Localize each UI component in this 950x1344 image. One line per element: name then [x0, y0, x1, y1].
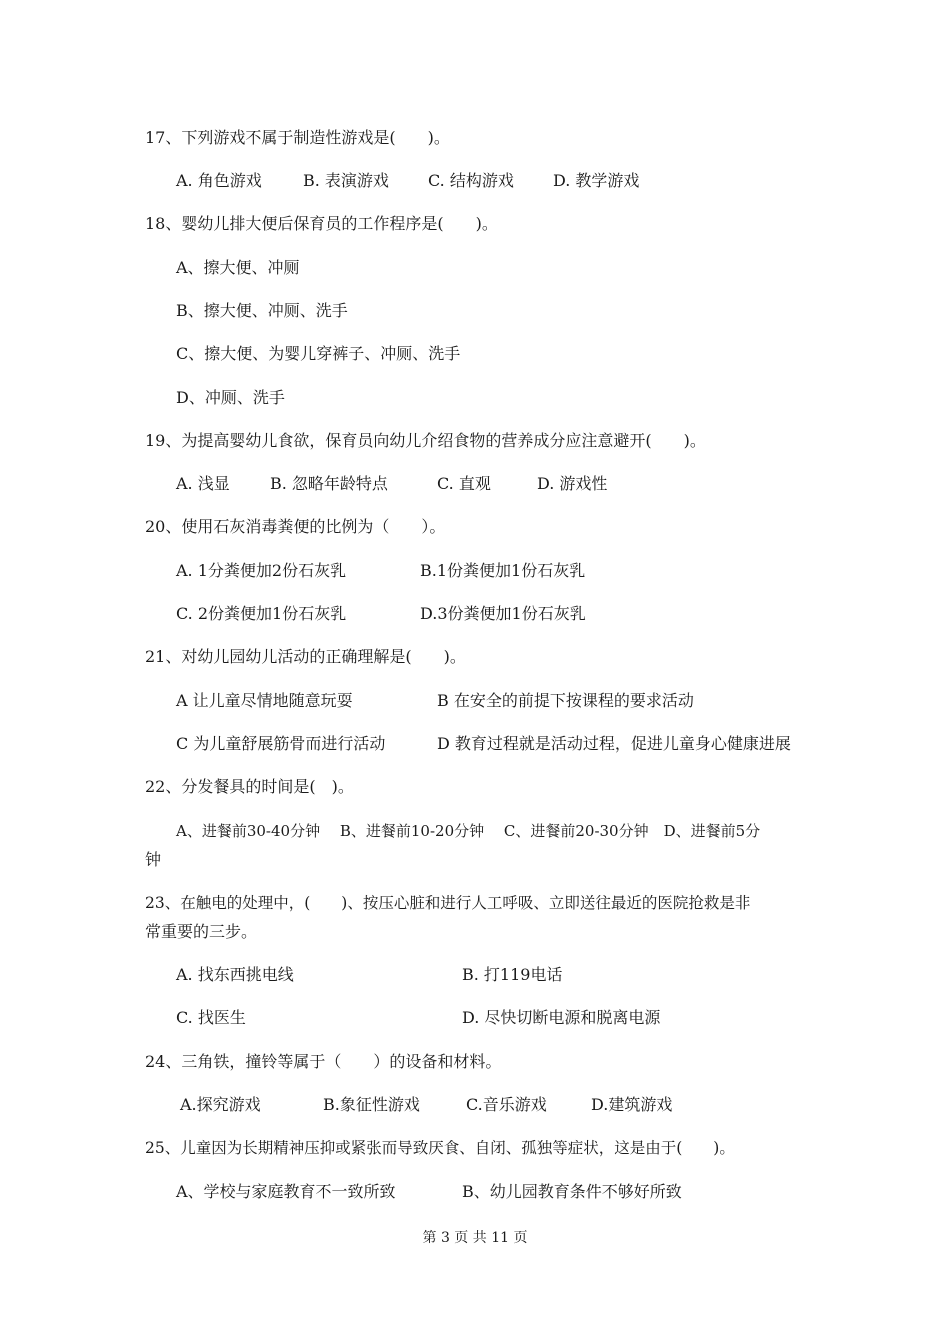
q22-options-continued: 钟 — [145, 850, 162, 869]
q18-option-b: B、擦大便、冲厕、洗手 — [176, 301, 348, 320]
question-17-stem: 17、下列游戏不属于制造性游戏是( )。 — [145, 128, 450, 147]
q19-option-b: B. 忽略年龄特点 — [270, 474, 388, 493]
q23-option-a: A. 找东西挑电线 — [176, 965, 294, 984]
question-25-stem: 25、儿童因为长期精神压抑或紧张而导致厌食、自闭、孤独等症状，这是由于( )。 — [145, 1139, 735, 1157]
q17-option-a: A. 角色游戏 — [176, 171, 262, 190]
question-23-stem-continued: 常重要的三步。 — [145, 922, 258, 941]
q24-option-b: B.象征性游戏 — [323, 1095, 420, 1114]
question-21-stem: 21、对幼儿园幼儿活动的正确理解是( )。 — [145, 647, 466, 666]
q17-option-d: D. 教学游戏 — [553, 171, 640, 190]
q23-option-d: D. 尽快切断电源和脱离电源 — [462, 1008, 661, 1027]
q23-option-c: C. 找医生 — [176, 1008, 246, 1027]
q22-options: A、进餐前30-40分钟 B、进餐前10-20分钟 C、进餐前20-30分钟 D、进餐前5分 — [176, 822, 761, 840]
q18-option-c: C、擦大便、为婴儿穿裤子、冲厕、洗手 — [176, 344, 461, 363]
q20-option-d: D.3份粪便加1份石灰乳 — [420, 604, 586, 623]
q18-option-d: D、冲厕、洗手 — [176, 388, 285, 407]
q21-option-a: A 让儿童尽情地随意玩耍 — [176, 691, 353, 710]
q24-option-a: A.探究游戏 — [180, 1095, 261, 1114]
q23-option-b: B. 打119电话 — [462, 965, 563, 984]
q19-option-a: A. 浅显 — [176, 474, 230, 493]
question-24-stem: 24、三角铁，撞铃等属于（ ）的设备和材料。 — [145, 1052, 502, 1071]
question-23-stem: 23、在触电的处理中，( )、按压心脏和进行人工呼吸、立即送往最近的医院抢救是非 — [145, 894, 751, 912]
question-19-stem: 19、为提高婴幼儿食欲，保育员向幼儿介绍食物的营养成分应注意避开( )。 — [145, 431, 706, 450]
question-18-stem: 18、婴幼儿排大便后保育员的工作程序是( )。 — [145, 214, 498, 233]
q19-option-d: D. 游戏性 — [537, 474, 608, 493]
q21-option-d: D 教育过程就是活动过程，促进儿童身心健康进展 — [437, 734, 791, 753]
q18-option-a: A、擦大便、冲厕 — [176, 258, 300, 277]
q20-option-c: C. 2份粪便加1份石灰乳 — [176, 604, 347, 623]
q25-option-b: B、幼儿园教育条件不够好所致 — [462, 1182, 682, 1201]
q19-option-c: C. 直观 — [437, 474, 491, 493]
question-22-stem: 22、分发餐具的时间是( )。 — [145, 777, 354, 796]
q21-option-c: C 为儿童舒展筋骨而进行活动 — [176, 734, 386, 753]
q17-option-c: C. 结构游戏 — [428, 171, 514, 190]
q17-option-b: B. 表演游戏 — [303, 171, 389, 190]
q20-option-b: B.1份粪便加1份石灰乳 — [420, 561, 586, 580]
q21-option-b: B 在安全的前提下按课程的要求活动 — [437, 691, 694, 710]
question-20-stem: 20、使用石灰消毒粪便的比例为（ ）。 — [145, 517, 446, 536]
q24-option-d: D.建筑游戏 — [591, 1095, 673, 1114]
page-number-footer: 第 3 页 共 11 页 — [422, 1230, 528, 1246]
q24-option-c: C.音乐游戏 — [466, 1095, 547, 1114]
q25-option-a: A、学校与家庭教育不一致所致 — [176, 1182, 396, 1201]
q20-option-a: A. 1分粪便加2份石灰乳 — [176, 561, 347, 580]
